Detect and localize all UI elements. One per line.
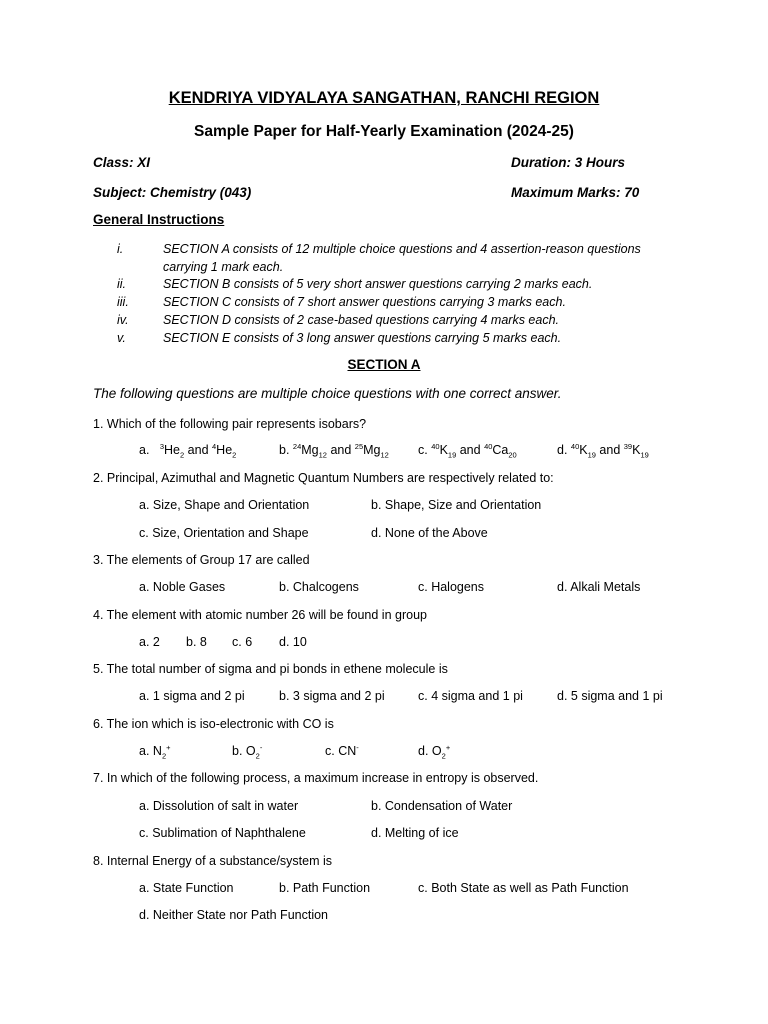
q4-option-b: b. 8 bbox=[186, 635, 207, 649]
q1-option-a: a. $^3He_2$ and $^4He_2$ bbox=[139, 441, 237, 460]
instruction-text-continued: carrying 1 mark each. bbox=[163, 260, 284, 274]
q2-option-d: d. None of the Above bbox=[371, 526, 488, 540]
q7-option-d: d. Melting of ice bbox=[371, 826, 459, 840]
q7-option-c: c. Sublimation of Naphthalene bbox=[139, 826, 306, 840]
instructions-heading: General Instructions bbox=[93, 212, 225, 227]
duration-label: Duration: 3 Hours bbox=[511, 155, 626, 170]
q3-option-d: d. Alkali Metals bbox=[557, 580, 641, 594]
q6-option-c: c. CN- bbox=[325, 742, 359, 758]
question-4: 4. The element with atomic number 26 will be found in group bbox=[93, 608, 427, 622]
question-8: 8. Internal Energy of a substance/system is bbox=[93, 854, 333, 868]
q4-option-d: d. 10 bbox=[279, 635, 307, 649]
question-1: 1. Which of the following pair represents isobars? bbox=[93, 417, 367, 431]
instruction-number: ii. bbox=[117, 277, 127, 291]
q4-option-a: a. 2 bbox=[139, 635, 160, 649]
instruction-text: SECTION A consists of 12 multiple choice questions and 4 assertion-reason questions bbox=[163, 242, 641, 256]
q3-option-c: c. Halogens bbox=[418, 580, 485, 594]
instruction-text: SECTION E consists of 3 long answer questions carrying 5 marks each. bbox=[163, 331, 562, 345]
q6-option-d: d. $O_2^+$ bbox=[418, 742, 451, 761]
q5-option-b: b. 3 sigma and 2 pi bbox=[279, 689, 385, 703]
class-label: Class: XI bbox=[93, 155, 151, 170]
instruction-number: i. bbox=[117, 242, 124, 256]
paper-title: Sample Paper for Half-Yearly Examination (2024-25) bbox=[194, 123, 574, 140]
q3-option-a: a. Noble Gases bbox=[139, 580, 226, 594]
q3-option-b: b. Chalcogens bbox=[279, 580, 359, 594]
q8-option-b: b. Path Function bbox=[279, 881, 371, 895]
q5-option-c: c. 4 sigma and 1 pi bbox=[418, 689, 523, 703]
instruction-number: iv. bbox=[117, 313, 129, 327]
question-7: 7. In which of the following process, a maximum increase in entropy is observed. bbox=[93, 771, 539, 785]
section-a-heading: SECTION A bbox=[347, 357, 421, 372]
q8-option-a: a. State Function bbox=[139, 881, 234, 895]
section-a-intro: The following questions are multiple choice questions with one correct answer. bbox=[93, 386, 562, 401]
q5-option-a: a. 1 sigma and 2 pi bbox=[139, 689, 245, 703]
q2-option-c: c. Size, Orientation and Shape bbox=[139, 526, 309, 540]
question-6: 6. The ion which is iso-electronic with CO is bbox=[93, 717, 334, 731]
max-marks-label: Maximum Marks: 70 bbox=[511, 185, 640, 200]
q2-option-a: a. Size, Shape and Orientation bbox=[139, 498, 310, 512]
question-5: 5. The total number of sigma and pi bonds in ethene molecule is bbox=[93, 662, 448, 676]
instruction-number: iii. bbox=[117, 295, 129, 309]
q1-option-c: c. $^{40}K_{19}$ and $^{40}Ca_{20}$ bbox=[418, 441, 517, 460]
question-2: 2. Principal, Azimuthal and Magnetic Quantum Numbers are respectively related to: bbox=[93, 471, 554, 485]
instruction-text: SECTION B consists of 5 very short answer questions carrying 2 marks each. bbox=[163, 277, 593, 291]
organization-title: KENDRIYA VIDYALAYA SANGATHAN, RANCHI REGION bbox=[168, 89, 600, 107]
q8-option-d: d. Neither State nor Path Function bbox=[139, 908, 328, 922]
q6-option-a: a. $N_2^+$ bbox=[139, 742, 171, 761]
q1-option-b: b. $^{24}Mg_{12}$ and $^{25}Mg_{12}$ bbox=[279, 441, 389, 460]
q6-option-b: b. $O_2^-$ bbox=[232, 742, 263, 761]
instruction-number: v. bbox=[117, 331, 126, 345]
q8-option-c: c. Both State as well as Path Function bbox=[418, 881, 629, 895]
instruction-text: SECTION C consists of 7 short answer questions carrying 3 marks each. bbox=[163, 295, 566, 309]
q7-option-b: b. Condensation of Water bbox=[371, 799, 513, 813]
subject-label: Subject: Chemistry (043) bbox=[93, 185, 252, 200]
instruction-text: SECTION D consists of 2 case-based questions carrying 4 marks each. bbox=[163, 313, 559, 327]
q1-option-d: d. $^{40}K_{19}$ and $^{39}K_{19}$ bbox=[557, 441, 649, 460]
q7-option-a: a. Dissolution of salt in water bbox=[139, 799, 299, 813]
q2-option-b: b. Shape, Size and Orientation bbox=[371, 498, 542, 512]
q5-option-d: d. 5 sigma and 1 pi bbox=[557, 689, 663, 703]
q4-option-c: c. 6 bbox=[232, 635, 253, 649]
question-3: 3. The elements of Group 17 are called bbox=[93, 553, 310, 567]
